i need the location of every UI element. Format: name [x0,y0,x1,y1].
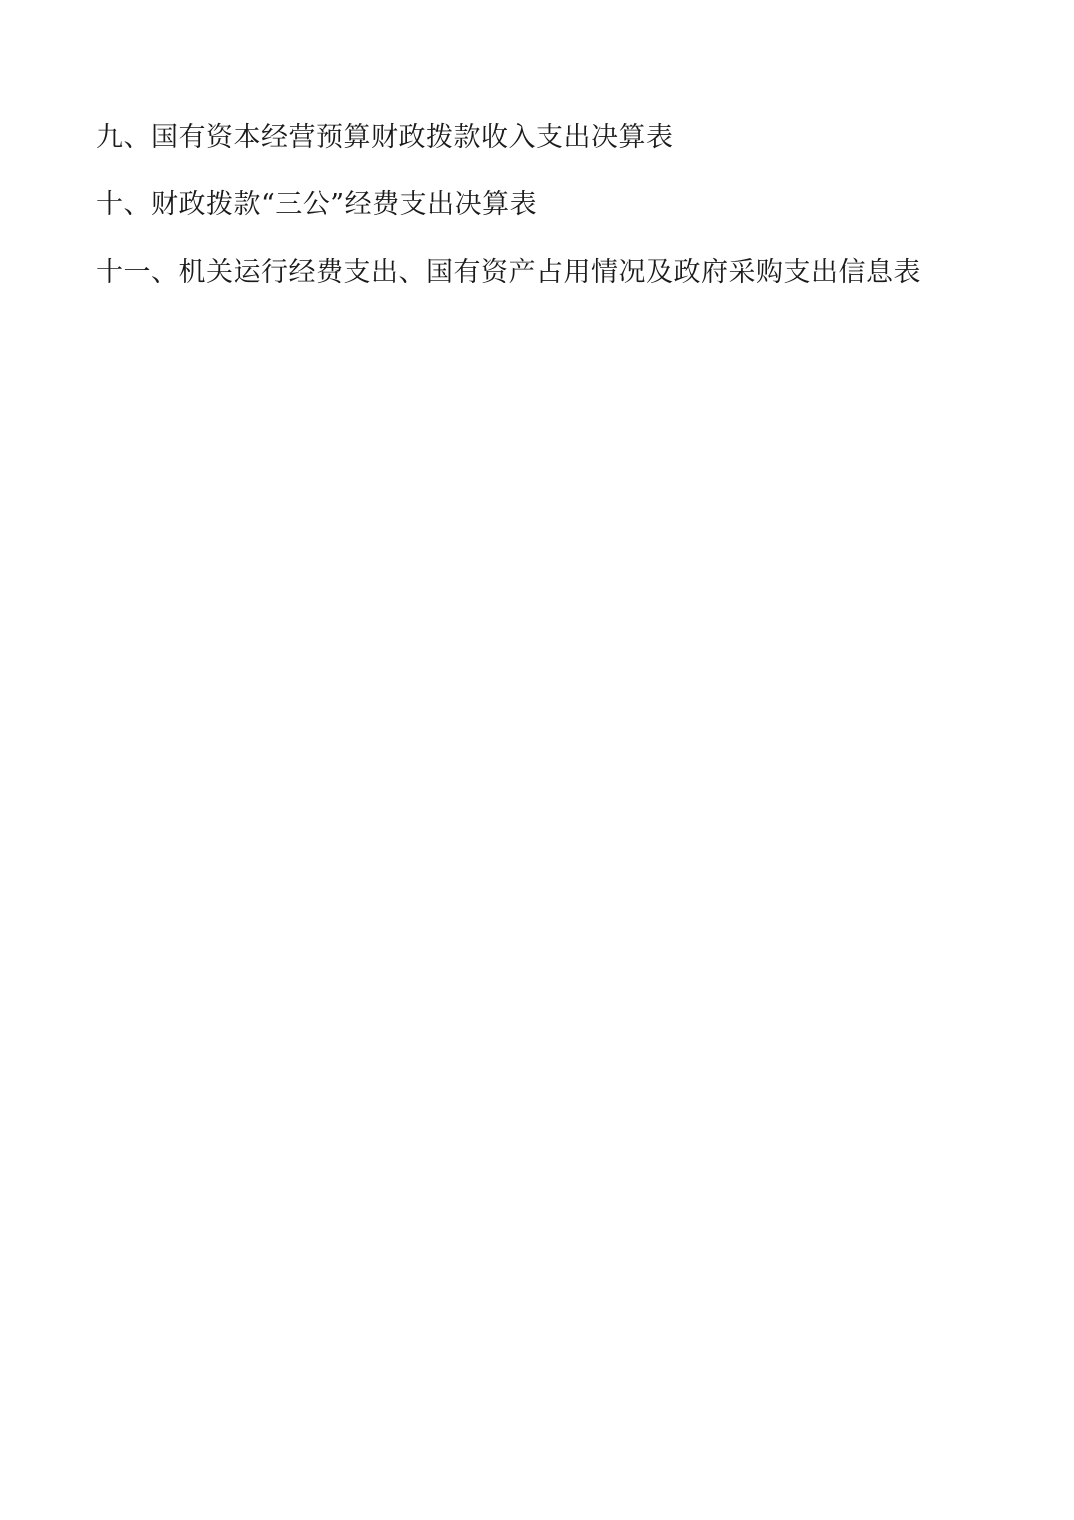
toc-entry-10: 十、财政拨款“三公”经费支出决算表 [96,189,538,221]
toc-entry-11: 十一、机关运行经费支出、国有资产占用情况及政府采购支出信息表 [96,256,921,288]
table-of-contents [96,120,984,322]
toc-entry-9: 九、国有资本经营预算财政拨款收入支出决算表 [96,122,674,153]
